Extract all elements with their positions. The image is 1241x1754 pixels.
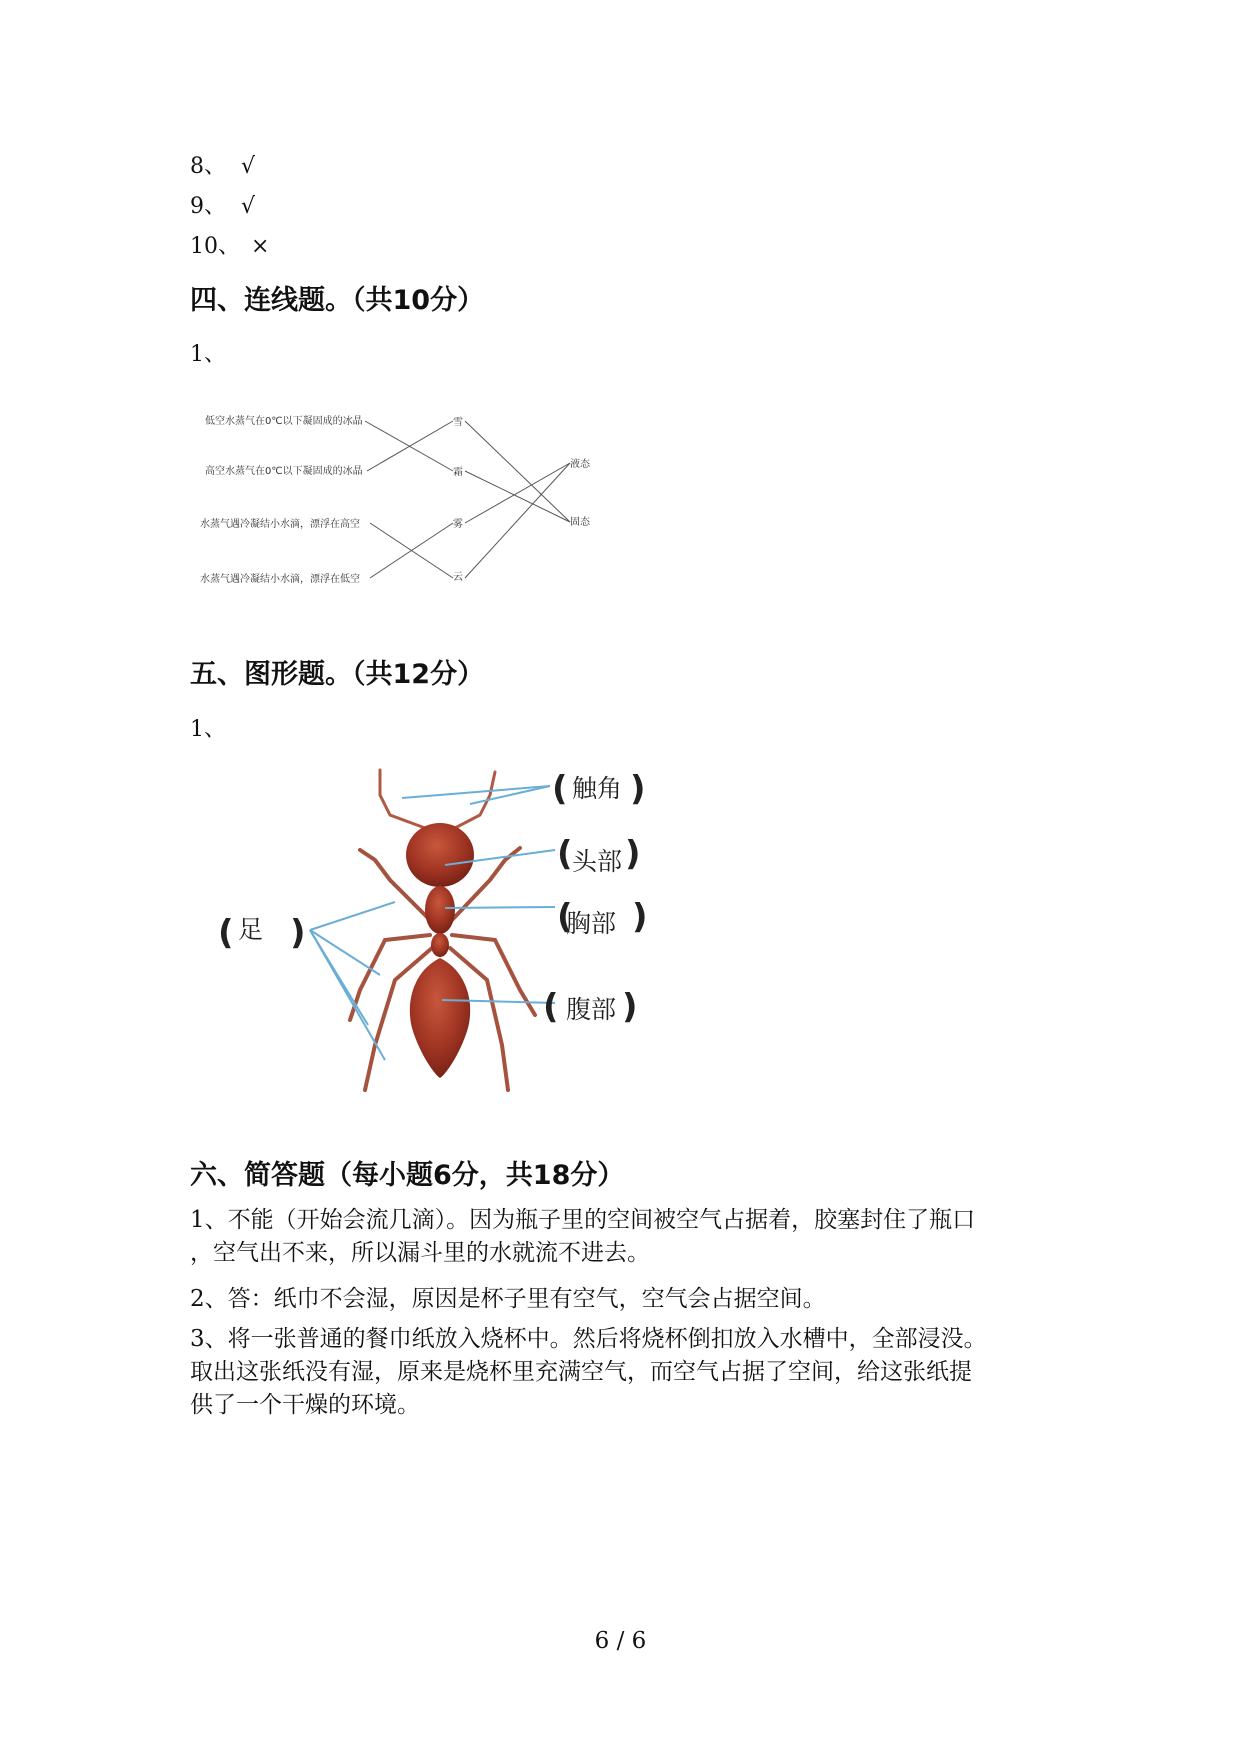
match-left-3: 水蒸气遇冷凝结小水滴，漂浮在高空 (200, 519, 360, 530)
matching-diagram (195, 395, 615, 605)
ant-abdomen (410, 958, 470, 1078)
section5-item-number: 1、 (190, 717, 226, 742)
answer-2-line-1: 2、答：纸巾不会湿，原因是杯子里有空气，空气会占据空间。 (190, 1286, 826, 1312)
label-leg (218, 913, 306, 953)
svg-text:): ) (632, 897, 648, 937)
ant-petiole (431, 933, 449, 957)
answer-3-line-3: 供了一个干燥的环境。 (190, 1392, 420, 1418)
answer-number: 10、 (190, 234, 240, 259)
svg-text:(: ( (557, 897, 573, 937)
page-number: 6 / 6 (594, 1628, 647, 1654)
match-mid-fog: 雾 (453, 519, 463, 530)
answer-3 (190, 1323, 1070, 1422)
svg-text:): ) (630, 769, 646, 809)
answer-3-line-2: 取出这张纸没有湿，原来是烧杯里充满空气，而空气占据了空间，给这张纸提 (190, 1359, 972, 1385)
match-right-liquid: 液态 (570, 459, 590, 470)
label-leg-text: 足 (238, 915, 264, 944)
ant-diagram (190, 760, 710, 1105)
label-thorax-text: 胸部 (566, 909, 617, 938)
ant-head (406, 823, 474, 887)
match-lines (365, 421, 570, 578)
label-thorax (557, 897, 648, 938)
answer-1 (190, 1204, 1070, 1270)
svg-text:(: ( (218, 913, 234, 953)
svg-text:): ) (290, 913, 306, 953)
answer-9 (190, 192, 255, 222)
svg-text:): ) (625, 834, 641, 874)
match-mid-frost: 霜 (453, 467, 463, 478)
ant-antennae (380, 770, 495, 828)
svg-text:(: ( (557, 834, 573, 874)
match-left-1: 低空水蒸气在0℃以下凝固成的冰晶 (205, 416, 363, 427)
label-head-text: 头部 (572, 847, 623, 876)
section6-title: 六、简答题（每小题6分，共18分） (190, 1160, 625, 1191)
section5-title: 五、图形题。（共12分） (190, 659, 485, 690)
answer-number: 9、 (190, 194, 226, 219)
svg-text:(: ( (552, 769, 568, 809)
label-abdomen (543, 987, 638, 1027)
label-antenna-text: 触角 (572, 774, 623, 803)
match-right-solid: 固态 (570, 517, 590, 528)
answer-1-line-1: 1、不能（开始会流几滴）。因为瓶子里的空间被空气占据着，胶塞封住了瓶口 (190, 1207, 976, 1233)
answer-8 (190, 152, 255, 182)
check-mark: √ (241, 194, 256, 219)
answer-number: 8、 (190, 154, 226, 179)
cross-mark: × (251, 234, 270, 259)
section4-item-number: 1、 (190, 342, 226, 367)
match-left-4: 水蒸气遇冷凝结小水滴，漂浮在低空 (200, 574, 360, 585)
label-antenna (552, 769, 646, 809)
section4-title: 四、连线题。（共10分） (190, 285, 485, 316)
answer-1-line-2: ，空气出不来，所以漏斗里的水就流不进去。 (190, 1240, 650, 1266)
label-abdomen-text: 腹部 (566, 995, 617, 1024)
label-head (557, 834, 641, 876)
svg-text:): ) (622, 987, 638, 1027)
svg-text:(: ( (543, 987, 559, 1027)
check-mark: √ (241, 154, 256, 179)
answer-2 (190, 1283, 1070, 1316)
answer-10 (190, 232, 269, 262)
match-left-2: 高空水蒸气在0℃以下凝固成的冰晶 (205, 466, 363, 477)
answer-3-line-1: 3、将一张普通的餐巾纸放入烧杯中。然后将烧杯倒扣放入水槽中，全部浸没。 (190, 1326, 987, 1352)
match-mid-cloud: 云 (453, 572, 463, 583)
ant-thorax (425, 886, 455, 934)
match-mid-snow: 雪 (453, 417, 463, 428)
